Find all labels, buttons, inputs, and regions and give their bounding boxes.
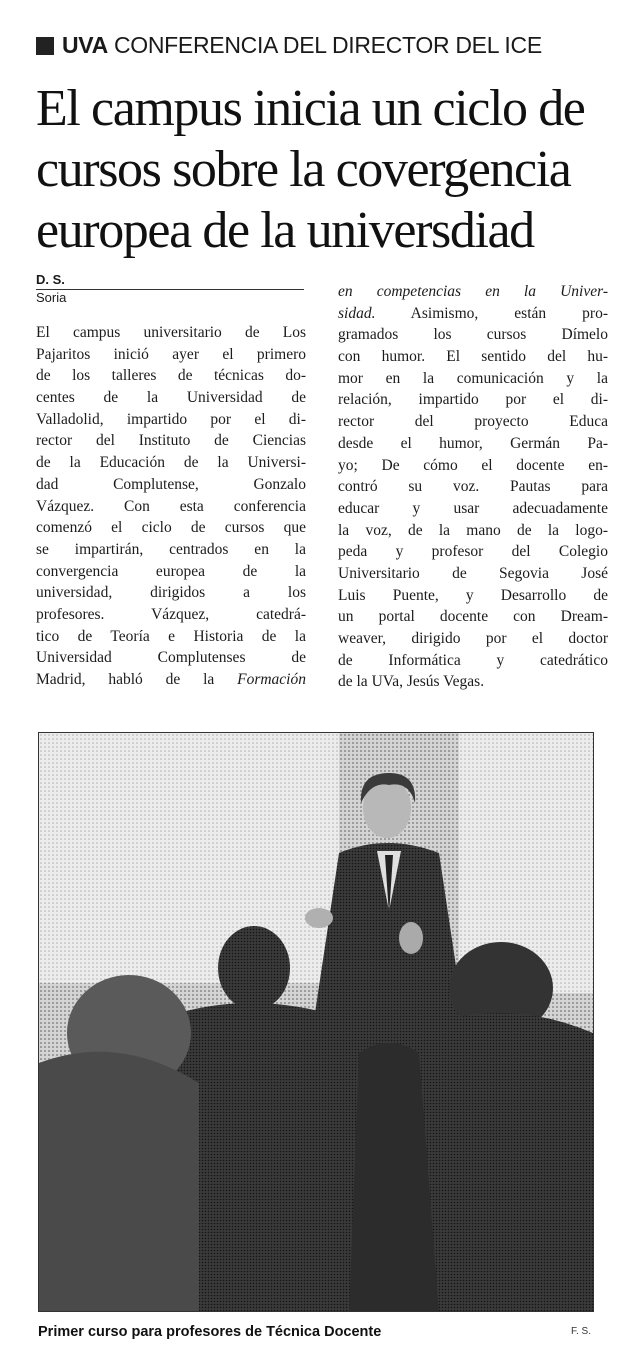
body-column-2 (338, 281, 608, 693)
body-line: de los talleres de técnicas do- (36, 367, 306, 385)
body-line: Valladolid, impartido por el di- (36, 410, 306, 428)
byline (36, 272, 304, 306)
kicker-topic: CONFERENCIA DEL DIRECTOR DEL ICE (113, 32, 542, 58)
body-line: Vázquez. Con esta conferencia (36, 497, 306, 515)
body-italic-text: sidad. (338, 304, 376, 322)
body-line: educar y usar adecuadamente (338, 499, 608, 517)
section-label: UVA (62, 32, 108, 58)
body-text: Madrid, habló de la (36, 671, 215, 688)
body-line: yo; De cómo el docente en- (338, 456, 608, 474)
body-column-1 (36, 322, 306, 691)
body-line: dad Complutense, Gonzalo (36, 475, 306, 493)
body-italic-text: en competencias en la Univer- (338, 283, 608, 300)
body-line: weaver, dirigido por el doctor (338, 630, 608, 647)
section-square-icon (36, 37, 54, 55)
body-line: Pajaritos inició ayer el primero (36, 345, 306, 363)
body-line: se impartirán, centrados en la (36, 540, 306, 558)
body-line: Universitario de Segovia José (338, 564, 608, 582)
body-line: de Informática y catedrático (338, 651, 608, 669)
body-line: rector del proyecto Educa (338, 413, 608, 431)
photo-credit: F. S. (571, 1326, 592, 1337)
body-line: desde el humor, Germán Pa- (338, 434, 608, 452)
body-line: tico de Teoría e Historia de la (36, 627, 306, 645)
byline-place: Soria (36, 290, 67, 305)
lecture-photo (38, 732, 594, 1312)
body-line: mor en la comunicación y la (338, 369, 608, 387)
headline-line: cursos sobre la covergencia (36, 141, 571, 198)
body-line: Luis Puente, y Desarrollo de (338, 586, 608, 604)
body-line: de la UVa, Jesús Vegas. (338, 673, 485, 691)
body-line-mixed (36, 669, 306, 691)
body-line-mixed (338, 303, 608, 325)
body-line: con humor. El sentido del hu- (338, 348, 608, 366)
body-line: Universidad Complutenses de (36, 649, 306, 667)
section-kicker (36, 30, 606, 60)
body-text: Asimismo, están pro- (410, 304, 608, 322)
body-line: profesores. Vázquez, catedrá- (36, 605, 306, 623)
body-line (338, 281, 608, 303)
body-line: universidad, dirigidos a los (36, 584, 306, 602)
body-line: comenzó el ciclo de cursos que (36, 519, 306, 537)
body-line: El campus universitario de Los (36, 324, 306, 341)
body-line: gramados los cursos Dímelo (338, 326, 608, 344)
byline-author: D. S. (36, 272, 304, 290)
body-line: la voz, de la mano de la logo- (338, 521, 608, 539)
body-line: un portal docente con Dream- (338, 608, 608, 626)
lecture-photo-icon (39, 733, 593, 1311)
body-italic-text: Formación (237, 671, 306, 688)
body-line: peda y profesor del Colegio (338, 543, 608, 561)
body-line: rector del Instituto de Ciencias (36, 432, 306, 450)
body-line: centes de la Universidad de (36, 389, 306, 407)
photo-caption: Primer curso para profesores de Técnica Docente (38, 1324, 382, 1340)
body-line: de la Educación de la Universi- (36, 454, 306, 472)
body-line: convergencia europea de la (36, 562, 306, 580)
headline-line: El campus inicia un ciclo de (36, 80, 585, 137)
body-line: relación, impartido por el di- (338, 391, 608, 409)
body-line: contró su voz. Pautas para (338, 478, 608, 496)
headline (36, 78, 616, 261)
headline-line: europea de la universdiad (36, 202, 534, 259)
